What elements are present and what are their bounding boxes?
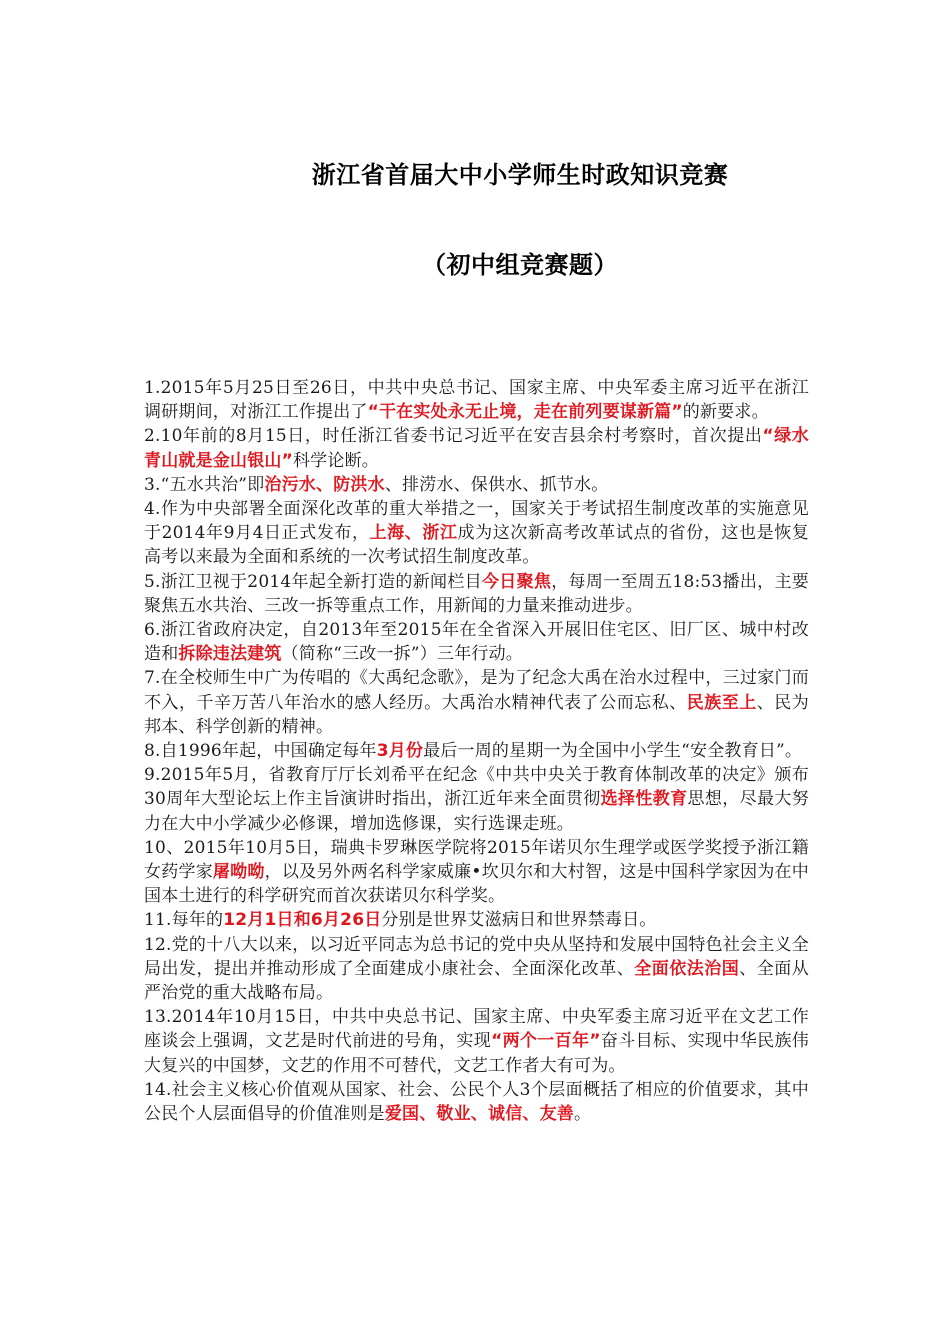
answer-highlight: 3月份	[376, 741, 424, 762]
question-text: 、全面从严治党的重大战略布局。	[144, 958, 809, 1004]
answer-highlight: “干在实处永无止境，走在前列要谋新篇”	[367, 402, 683, 423]
answer-highlight: 爱国、敬业、诚信、友善	[384, 1104, 575, 1125]
answer-highlight: 选择性教育	[600, 789, 688, 810]
question-text: 最后一周的星期一为全国中小学生“安全教育日”。	[423, 741, 803, 762]
answer-highlight: 民族至上	[686, 692, 757, 713]
answer-highlight: 上海、浙江	[369, 523, 458, 544]
question-text: ，每周一至周五18:53播出，主要聚焦五水共治、三改一拆等重点工作，用新闻的力量来推动进步。	[144, 571, 809, 616]
question-item	[144, 1005, 809, 1078]
question-item	[144, 933, 809, 1006]
question-text: 成为这次新高考改革试点的省份，这也是恢复高考以来最为全面和系统的一次考试招生制度改革。	[144, 523, 810, 568]
question-text: 4.作为中央部署全面深化改革的重大举措之一，国家关于考试招生制度改革的实施意见于2014年9月4日正式发布，	[144, 499, 809, 544]
question-text: （简称“三改一拆”）三年行动。	[281, 644, 523, 665]
answer-highlight: 12月1日和6月26日	[223, 910, 382, 931]
question-item	[144, 908, 809, 932]
answer-highlight: 今日聚焦	[481, 571, 552, 592]
answer-highlight: 全面依法治国	[634, 958, 740, 979]
question-text: 2.10年前的8月15日，时任浙江省委书记习近平在安吉县余村考察时，首次提出	[144, 426, 763, 447]
answer-highlight: 治污水、防洪水	[264, 474, 385, 495]
question-text: 6.浙江省政府决定，自2013年至2015年在全省深入开展旧住宅区、旧厂区、城中村改造和	[144, 620, 809, 665]
question-text: 12.党的十八大以来，以习近平同志为总书记的党中央从坚持和发展中国特色社会主义全局出发，提出并推动形成了全面建成小康社会、全面深化改革、	[144, 934, 809, 979]
question-item	[144, 618, 809, 666]
question-text: 、排涝水、保供水、抓节水。	[384, 474, 609, 495]
question-item	[144, 570, 809, 618]
question-item	[144, 1078, 809, 1126]
question-list	[144, 376, 809, 1126]
question-text: 分别是世界艾滋病日和世界禁毒日。	[381, 910, 657, 931]
question-item	[144, 836, 809, 909]
answer-highlight: 拆除违法建筑	[178, 644, 282, 665]
question-text: 9.2015年5月，省教育厅厅长刘希平在纪念《中共中央关于教育体制改革的决定》颁布30周年大型论坛上作主旨演讲时指出，浙江近年来全面贯彻	[144, 765, 809, 810]
question-text: 奋斗目标、实现中华民族伟大复兴的中国梦，文艺的作用不可替代，文艺工作者大有可为。	[144, 1031, 809, 1076]
answer-highlight: 屠呦呦	[212, 862, 265, 883]
question-text: 、民为邦本、科学创新的精神。	[144, 692, 809, 737]
question-text: 7.在全校师生中广为传唱的《大禹纪念歌》，是为了纪念大禹在治水过程中，三过家门而不入，千辛万苦八年治水的感人经历。大禹治水精神代表了公而忘私、	[144, 668, 809, 713]
question-text: 5.浙江卫视于2014年起全新打造的新闻栏目	[144, 571, 482, 592]
document-title: 浙江省首届大中小学师生时政知识竞赛	[311, 161, 729, 189]
document-subtitle: （初中组竞赛题）	[422, 251, 618, 279]
answer-highlight: “绿水青山就是金山银山”	[144, 426, 809, 471]
answer-highlight: “两个一百年”	[491, 1031, 601, 1052]
question-text: 的新要求。	[682, 402, 769, 423]
question-text: 。	[574, 1104, 592, 1125]
question-text: ，以及另外两名科学家威廉•坎贝尔和大村智，这是中国科学家因为在中国本土进行的科学研究而首次获诺贝尔科学奖。	[144, 862, 809, 907]
question-text: 8.自1996年起，中国确定每年	[144, 741, 377, 762]
question-text: 3.“五水共治”即	[144, 474, 265, 495]
question-item	[144, 763, 809, 836]
question-text: 13.2014年10月15日，中共中央总书记、国家主席、中央军委主席习近平在文艺工作座谈会上强调，文艺是时代前进的号角，实现	[144, 1007, 809, 1052]
question-item	[144, 424, 809, 472]
question-item	[144, 739, 809, 763]
question-text: 14.社会主义核心价值观从国家、社会、公民个人3个层面概括了相应的价值要求，其中公民个人层面倡导的价值准则是	[144, 1079, 809, 1125]
question-item	[144, 666, 809, 739]
question-text: 10、2015年10月5日，瑞典卡罗琳医学院将2015年诺贝尔生理学或医学奖授予浙江籍女药学家	[144, 837, 809, 883]
question-item	[144, 473, 809, 497]
question-item	[144, 376, 809, 424]
question-text: 思想，尽最大努力在大中小学减少必修课，增加选修课，实行选课走班。	[144, 789, 810, 834]
question-text: 1.2015年5月25日至26日，中共中央总书记、国家主席、中央军委主席习近平在浙江调研期间，对浙江工作提出了	[144, 378, 809, 423]
question-text: 11.每年的	[144, 910, 224, 931]
question-text: 科学论断。	[292, 450, 379, 471]
question-item	[144, 497, 809, 570]
